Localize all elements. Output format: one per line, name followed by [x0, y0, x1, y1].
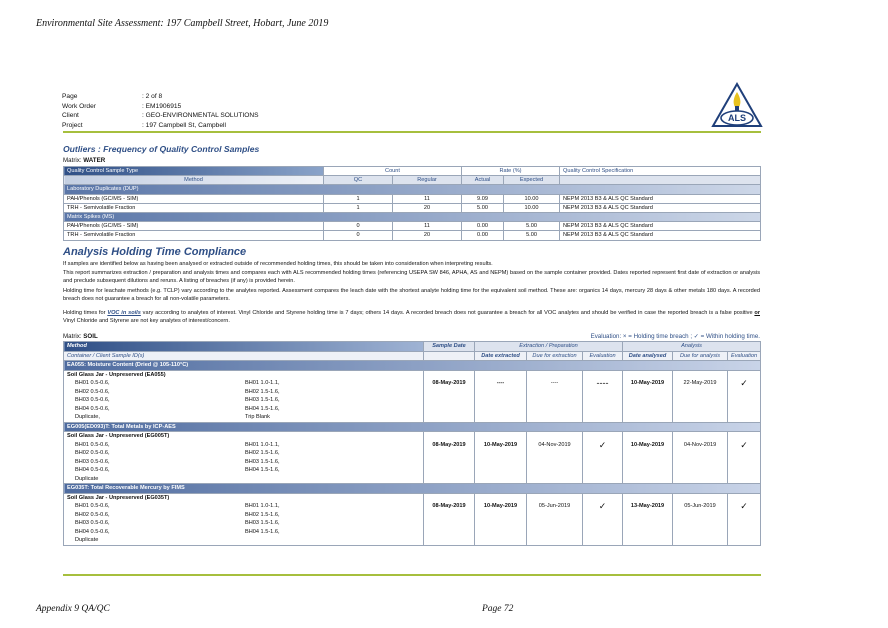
- aht-date-analysed: 10-May-2019: [623, 379, 673, 388]
- qc-cell-regular: 11: [393, 222, 462, 231]
- sample-id: BH02 0.5-0.6,: [75, 511, 110, 518]
- sample-id: BH03 1.5-1.6,: [245, 520, 280, 526]
- aht-sample-ids: [64, 466, 424, 475]
- qc-cell-actual: 5.00: [462, 203, 504, 212]
- qc-header-row-2: [64, 176, 761, 185]
- aht-group-name: EA055: Moisture Content (Dried @ 105-110°C): [64, 361, 761, 371]
- info-row-work-order: [62, 102, 259, 112]
- info-label: Page: [62, 93, 78, 100]
- sample-id: Duplicate: [75, 537, 99, 543]
- aht-date-extracted-blank: [475, 370, 527, 379]
- aht-sample-date-blank: [424, 536, 475, 545]
- aht-due-extraction-blank: [527, 493, 583, 502]
- aht-sample-ids: [64, 379, 424, 388]
- evaluation-legend: Evaluation: × = Holding time breach ; ✓ = Within holding time.: [590, 333, 760, 340]
- sample-id: BH03 0.5-0.6,: [75, 458, 110, 465]
- table-row: [64, 432, 761, 441]
- aht-header-extraction: Extraction / Preparation: [475, 342, 623, 352]
- aht-sample-ids: [64, 396, 424, 405]
- aht-group-row: [64, 422, 761, 432]
- qc-cell-actual: 0.00: [462, 222, 504, 231]
- report-info-block: [62, 92, 259, 130]
- aht-group-row: [64, 484, 761, 494]
- aht-group-row: [64, 361, 761, 371]
- aht-eval-extraction: ✓: [583, 502, 623, 511]
- aht-sample-date-blank: [424, 528, 475, 537]
- aht-header-analysis: Analysis: [623, 342, 761, 352]
- aht-date-analysed-blank: [623, 466, 673, 475]
- table-row: [64, 203, 761, 212]
- qc-header-expected: Expected: [504, 176, 560, 185]
- aht-header-row-1: [64, 342, 761, 352]
- aht-eval-extraction-blank: [583, 413, 623, 422]
- table-row: [64, 493, 761, 502]
- aht-eval-analysis-blank: [728, 413, 761, 422]
- aht-sample-date-blank: [424, 511, 475, 520]
- aht-due-analysis-blank: [673, 396, 728, 405]
- table-row: [64, 231, 761, 240]
- aht-due-analysis: 05-Jun-2019: [673, 502, 728, 511]
- qc-cell-actual: 9.09: [462, 194, 504, 203]
- qc-header-type: Quality Control Sample Type: [64, 167, 324, 176]
- aht-due-extraction: 04-Nov-2019: [527, 441, 583, 450]
- aht-sample-date-blank: [424, 475, 475, 484]
- p4-text-a: Holding times for: [63, 310, 108, 316]
- qc-header-spec: Quality Control Specification: [560, 167, 761, 176]
- aht-sample-date-blank: [424, 466, 475, 475]
- aht-eval-analysis-blank: [728, 388, 761, 397]
- aht-eval-analysis-blank: [728, 396, 761, 405]
- aht-header-due-analysis: Due for analysis: [673, 351, 728, 361]
- aht-due-analysis-blank: [673, 519, 728, 528]
- table-row: [64, 222, 761, 231]
- aht-sample-ids: [64, 536, 424, 545]
- aht-due-analysis-blank: [673, 511, 728, 520]
- header-divider: [63, 131, 761, 133]
- aht-eval-extraction-blank: [583, 370, 623, 379]
- aht-group-eg005: [64, 422, 761, 484]
- matrix-label: Matrix:: [63, 157, 84, 164]
- table-row: [64, 194, 761, 203]
- aht-date-extracted-blank: [475, 536, 527, 545]
- aht-date-analysed: 13-May-2019: [623, 502, 673, 511]
- aht-header-date-extracted: Date extracted: [475, 351, 527, 361]
- aht-date-extracted-blank: [475, 475, 527, 484]
- qc-header-qc: QC: [324, 176, 393, 185]
- aht-eval-extraction-blank: [583, 536, 623, 545]
- aht-sample-date-blank: [424, 432, 475, 441]
- info-label: Work Order: [62, 102, 96, 110]
- aht-due-analysis-blank: [673, 528, 728, 537]
- sample-id: BH02 0.5-0.6,: [75, 450, 110, 456]
- aht-date-extracted-blank: [475, 449, 527, 458]
- aht-eval-analysis: ✓: [728, 441, 761, 450]
- aht-due-analysis-blank: [673, 370, 728, 379]
- sample-id: BH04 0.5-0.6,: [75, 405, 110, 412]
- sample-id: BH04 0.5-0.6,: [75, 467, 110, 473]
- aht-eval-analysis-blank: [728, 458, 761, 467]
- info-row-project: [62, 121, 259, 131]
- qc-cell-method: PAH/Phenols (GC/MS - SIM): [64, 222, 324, 231]
- p4-text-c: Vinyl Chloride and Styrene are not key analytes of interest/concern.: [63, 318, 230, 325]
- aht-date-analysed-blank: [623, 536, 673, 545]
- aht-due-extraction-blank: [527, 432, 583, 441]
- aht-date-extracted-blank: [475, 432, 527, 441]
- qc-header-spec-blank: [560, 176, 761, 185]
- aht-date-extracted-blank: [475, 528, 527, 537]
- qc-cell-spec: NEPM 2013 B3 & ALS QC Standard: [560, 194, 761, 203]
- aht-container: Soil Glass Jar - Unpreserved (EA055): [64, 370, 424, 379]
- aht-paragraph-1: If samples are identified below as having been analysed or extracted outside of recommended holding times, this should be taken into consideration when interpreting results.: [63, 261, 493, 267]
- qc-header-row-1: [64, 167, 761, 176]
- aht-date-analysed-blank: [623, 432, 673, 441]
- aht-due-extraction-blank: [527, 396, 583, 405]
- aht-header-due-extraction: Due for extraction: [527, 351, 583, 361]
- qc-cell-method: PAH/Phenols (GC/MS - SIM): [64, 194, 324, 203]
- aht-sample-ids: [64, 449, 424, 458]
- aht-eval-extraction: ----: [583, 379, 623, 388]
- aht-sample-ids: [64, 388, 424, 397]
- aht-eval-extraction: ✓: [583, 441, 623, 450]
- aht-eval-analysis-blank: [728, 449, 761, 458]
- info-value: : 197 Campbell St, Campbell: [142, 121, 226, 129]
- aht-eval-extraction-blank: [583, 449, 623, 458]
- info-value: : EM1906915: [142, 102, 182, 110]
- qc-group-name: Laboratory Duplicates (DUP): [64, 185, 761, 194]
- aht-paragraph-3: Holding time for leachate methods (e.g. TCLP) vary according to the analytes reported. Assessment compares the leach date with the shortest analyte holding time for the equivalent soil method. These are: organics 14 days, mercury 28 days & other metals 180 days. A recorded breach does not guarantee a breach for all non-volatile parameters.: [63, 288, 760, 303]
- aht-due-analysis-blank: [673, 466, 728, 475]
- aht-header-eval-extraction: Evaluation: [583, 351, 623, 361]
- sample-id: BH03 0.5-0.6,: [75, 397, 110, 403]
- aht-eval-extraction-blank: [583, 458, 623, 467]
- qc-cell-regular: 11: [393, 194, 462, 203]
- table-row: [64, 379, 761, 388]
- aht-date-analysed-blank: [623, 528, 673, 537]
- sample-id: Duplicate,: [75, 414, 100, 420]
- aht-date-extracted: 10-May-2019: [475, 502, 527, 511]
- qc-cell-qc: 0: [324, 231, 393, 240]
- aht-date-analysed-blank: [623, 449, 673, 458]
- sample-id: BH01 0.5-0.6,: [75, 503, 110, 509]
- sample-id: BH01 1.0-1.1,: [245, 441, 280, 448]
- qc-cell-qc: 1: [324, 203, 393, 212]
- aht-date-extracted-blank: [475, 493, 527, 502]
- aht-due-extraction-blank: [527, 449, 583, 458]
- document-header: Environmental Site Assessment: 197 Campbell Street, Hobart, June 2019: [36, 18, 329, 29]
- aht-eval-extraction-blank: [583, 432, 623, 441]
- aht-header-sample-date: Sample Date: [424, 342, 475, 352]
- table-row: [64, 536, 761, 545]
- aht-sample-date-blank: [424, 519, 475, 528]
- aht-due-analysis-blank: [673, 405, 728, 414]
- aht-sample-ids: [64, 458, 424, 467]
- aht-container: Soil Glass Jar - Unpreserved (EG005T): [64, 432, 424, 441]
- outliers-matrix: [63, 157, 105, 164]
- aht-sample-date-blank: [424, 458, 475, 467]
- aht-paragraph-2: This report summarizes extraction / preparation and analysis times and compares each with ALS recommended holding times (referencing USEPA SW 846, APHA, AS and NEPM) based on the sample container provided. Dates reported represent first date of extraction or analysis and preclude subsequent dilutions and reruns. A listing of breaches (if any) is provided herein.: [63, 270, 760, 285]
- aht-due-analysis-blank: [673, 413, 728, 422]
- aht-date-extracted-blank: [475, 458, 527, 467]
- aht-date-extracted: ----: [475, 379, 527, 388]
- als-logo: [710, 82, 764, 130]
- aht-eval-analysis-blank: [728, 432, 761, 441]
- aht-eval-analysis: ✓: [728, 379, 761, 388]
- table-row: [64, 511, 761, 520]
- aht-sample-ids: [64, 502, 424, 511]
- sample-id: BH01 1.0-1.1,: [245, 503, 280, 509]
- outliers-title: Outliers : Frequency of Quality Control Samples: [63, 144, 260, 154]
- matrix-label: Matrix:: [63, 333, 84, 340]
- aht-date-analysed-blank: [623, 413, 673, 422]
- aht-date-extracted-blank: [475, 511, 527, 520]
- aht-due-extraction-blank: [527, 519, 583, 528]
- aht-date-analysed-blank: [623, 396, 673, 405]
- aht-header-method: Method: [64, 342, 424, 352]
- sample-id: BH01 1.0-1.1,: [245, 380, 280, 386]
- aht-eval-analysis-blank: [728, 370, 761, 379]
- aht-due-extraction-blank: [527, 536, 583, 545]
- info-label: Client: [62, 112, 79, 120]
- sample-id: BH04 1.5-1.6,: [245, 467, 280, 473]
- sample-id: BH02 1.5-1.6,: [245, 388, 280, 395]
- qc-cell-qc: 0: [324, 222, 393, 231]
- aht-due-extraction-blank: [527, 413, 583, 422]
- qc-group-row: [64, 213, 761, 222]
- qc-header-actual: Actual: [462, 176, 504, 185]
- aht-date-extracted-blank: [475, 405, 527, 414]
- aht-eval-analysis-blank: [728, 405, 761, 414]
- aht-sample-date: 08-May-2019: [424, 379, 475, 388]
- aht-date-extracted: 10-May-2019: [475, 441, 527, 450]
- aht-date-analysed-blank: [623, 458, 673, 467]
- aht-date-extracted-blank: [475, 396, 527, 405]
- aht-due-analysis-blank: [673, 536, 728, 545]
- aht-eval-extraction-blank: [583, 405, 623, 414]
- aht-date-analysed-blank: [623, 519, 673, 528]
- holding-time-table: [63, 341, 761, 546]
- qc-cell-expected: 5.00: [504, 222, 560, 231]
- aht-due-analysis-blank: [673, 432, 728, 441]
- sample-id: Duplicate: [75, 475, 99, 482]
- aht-due-extraction: 05-Jun-2019: [527, 502, 583, 511]
- table-row: [64, 396, 761, 405]
- aht-date-analysed-blank: [623, 405, 673, 414]
- sample-id: BH01 0.5-0.6,: [75, 380, 110, 386]
- aht-eval-extraction-blank: [583, 493, 623, 502]
- aht-header-eval-analysis: Evaluation: [728, 351, 761, 361]
- aht-date-analysed-blank: [623, 475, 673, 484]
- info-label: Project: [62, 121, 83, 129]
- footer-appendix: Appendix 9 QA/QC: [36, 604, 110, 614]
- aht-sample-date-blank: [424, 370, 475, 379]
- aht-eval-analysis-blank: [728, 475, 761, 484]
- sample-id: BH02 1.5-1.6,: [245, 450, 280, 456]
- qc-cell-qc: 1: [324, 194, 393, 203]
- aht-eval-extraction-blank: [583, 475, 623, 484]
- aht-sample-date-blank: [424, 388, 475, 397]
- aht-group-name: EG005(ED093)T: Total Metals by ICP-AES: [64, 422, 761, 432]
- aht-due-extraction-blank: [527, 528, 583, 537]
- aht-sample-date: 08-May-2019: [424, 502, 475, 511]
- aht-sample-date-blank: [424, 413, 475, 422]
- aht-date-extracted-blank: [475, 413, 527, 422]
- aht-eval-analysis: ✓: [728, 502, 761, 511]
- qc-cell-regular: 20: [393, 231, 462, 240]
- qc-cell-regular: 20: [393, 203, 462, 212]
- aht-due-extraction-blank: [527, 466, 583, 475]
- qc-frequency-table: [63, 166, 761, 241]
- aht-eval-extraction-blank: [583, 511, 623, 520]
- aht-due-analysis-blank: [673, 493, 728, 502]
- table-row: [64, 528, 761, 537]
- aht-sample-ids: [64, 475, 424, 484]
- table-row: [64, 370, 761, 379]
- table-row: [64, 519, 761, 528]
- aht-sample-ids: [64, 441, 424, 450]
- aht-eval-analysis-blank: [728, 493, 761, 502]
- aht-date-analysed: 10-May-2019: [623, 441, 673, 450]
- aht-group-eg035: [64, 484, 761, 546]
- aht-due-analysis-blank: [673, 449, 728, 458]
- table-row: [64, 449, 761, 458]
- aht-due-analysis: 04-Nov-2019: [673, 441, 728, 450]
- aht-due-analysis: 22-May-2019: [673, 379, 728, 388]
- sample-id: Trip Blank: [245, 414, 270, 420]
- aht-sample-ids: [64, 405, 424, 414]
- sample-id: BH02 1.5-1.6,: [245, 511, 280, 518]
- aht-due-extraction-blank: [527, 370, 583, 379]
- als-logo-text: ALS: [728, 113, 746, 123]
- aht-sample-date: 08-May-2019: [424, 441, 475, 450]
- qc-group-name: Matrix Spikes (MS): [64, 213, 761, 222]
- qc-cell-spec: NEPM 2013 B3 & ALS QC Standard: [560, 222, 761, 231]
- aht-sample-date-blank: [424, 396, 475, 405]
- aht-due-extraction-blank: [527, 458, 583, 467]
- info-row-page: [62, 92, 259, 102]
- aht-header-row-2: [64, 351, 761, 361]
- table-row: [64, 475, 761, 484]
- aht-eval-extraction-blank: [583, 388, 623, 397]
- aht-sample-ids: [64, 519, 424, 528]
- sample-id: BH01 0.5-0.6,: [75, 441, 110, 448]
- aht-eval-analysis-blank: [728, 519, 761, 528]
- sample-id: BH04 0.5-0.6,: [75, 528, 110, 535]
- p4-or-emphasis: or: [754, 310, 760, 316]
- qc-cell-spec: NEPM 2013 B3 & ALS QC Standard: [560, 203, 761, 212]
- qc-cell-expected: 10.00: [504, 203, 560, 212]
- table-row: [64, 502, 761, 511]
- aht-date-analysed-blank: [623, 493, 673, 502]
- aht-eval-analysis-blank: [728, 511, 761, 520]
- table-row: [64, 466, 761, 475]
- aht-date-extracted-blank: [475, 466, 527, 475]
- sample-id: BH03 1.5-1.6,: [245, 458, 280, 465]
- aht-due-analysis-blank: [673, 475, 728, 484]
- aht-eval-analysis-blank: [728, 528, 761, 537]
- qc-cell-expected: 10.00: [504, 194, 560, 203]
- qc-group-row: [64, 185, 761, 194]
- aht-due-extraction-blank: [527, 405, 583, 414]
- aht-header-blank: [424, 351, 475, 361]
- qc-cell-method: TRH - Semivolatile Fraction: [64, 231, 324, 240]
- info-value: : 2 of 8: [142, 93, 163, 100]
- table-row: [64, 413, 761, 422]
- sample-id: BH03 0.5-0.6,: [75, 520, 110, 526]
- qc-cell-spec: NEPM 2013 B3 & ALS QC Standard: [560, 231, 761, 240]
- aht-eval-analysis-blank: [728, 536, 761, 545]
- aht-date-analysed-blank: [623, 388, 673, 397]
- aht-sample-date-blank: [424, 493, 475, 502]
- aht-title: Analysis Holding Time Compliance: [63, 246, 247, 258]
- aht-due-analysis-blank: [673, 388, 728, 397]
- aht-eval-analysis-blank: [728, 466, 761, 475]
- table-row: [64, 458, 761, 467]
- footer-page-number: Page 72: [482, 604, 514, 614]
- qc-header-count: Count: [324, 167, 462, 176]
- aht-group-name: EG035T: Total Recoverable Mercury by FIMS: [64, 484, 761, 494]
- matrix-value: SOIL: [83, 333, 98, 340]
- aht-matrix: [63, 333, 98, 340]
- aht-due-extraction-blank: [527, 511, 583, 520]
- qc-header-regular: Regular: [393, 176, 462, 185]
- aht-date-analysed-blank: [623, 511, 673, 520]
- aht-group-ea055: [64, 361, 761, 423]
- qc-cell-expected: 5.00: [504, 231, 560, 240]
- qc-header-rate: Rate (%): [462, 167, 560, 176]
- sample-id: BH02 0.5-0.6,: [75, 388, 110, 395]
- aht-header-container: Container / Client Sample ID(s): [64, 351, 424, 361]
- aht-due-analysis-blank: [673, 458, 728, 467]
- aht-due-extraction: ----: [527, 379, 583, 388]
- table-row: [64, 405, 761, 414]
- aht-header-date-analysed: Date analysed: [623, 351, 673, 361]
- aht-sample-date-blank: [424, 405, 475, 414]
- info-row-client: [62, 111, 259, 121]
- aht-due-extraction-blank: [527, 388, 583, 397]
- aht-date-extracted-blank: [475, 519, 527, 528]
- p4-text-b: vary according to analytes of interest. Vinyl Chloride and Styrene holding time is 7 days; others 14 days. A recorded breach does not guarantee a breach for all VOC analytes and should be verified in case the reported breach is a false positive: [140, 310, 755, 316]
- aht-eval-extraction-blank: [583, 528, 623, 537]
- matrix-value: WATER: [83, 157, 106, 164]
- aht-eval-extraction-blank: [583, 519, 623, 528]
- qc-cell-actual: 0.00: [462, 231, 504, 240]
- aht-sample-ids: [64, 511, 424, 520]
- aht-sample-ids: [64, 413, 424, 422]
- table-row: [64, 388, 761, 397]
- sample-id: BH03 1.5-1.6,: [245, 397, 280, 403]
- footer-divider: [63, 574, 761, 576]
- aht-eval-extraction-blank: [583, 396, 623, 405]
- table-row: [64, 441, 761, 450]
- qc-cell-method: TRH - Semivolatile Fraction: [64, 203, 324, 212]
- aht-eval-extraction-blank: [583, 466, 623, 475]
- p4-voc-emphasis: VOC in soils: [107, 310, 141, 316]
- aht-paragraph-4: [63, 309, 760, 326]
- sample-id: BH04 1.5-1.6,: [245, 405, 280, 412]
- aht-due-extraction-blank: [527, 475, 583, 484]
- qc-header-method: Method: [64, 176, 324, 185]
- aht-sample-ids: [64, 528, 424, 537]
- aht-container: Soil Glass Jar - Unpreserved (EG035T): [64, 493, 424, 502]
- aht-date-extracted-blank: [475, 388, 527, 397]
- sample-id: BH04 1.5-1.6,: [245, 528, 280, 535]
- info-value: : GEO-ENVIRONMENTAL SOLUTIONS: [142, 112, 259, 120]
- aht-date-analysed-blank: [623, 370, 673, 379]
- aht-sample-date-blank: [424, 449, 475, 458]
